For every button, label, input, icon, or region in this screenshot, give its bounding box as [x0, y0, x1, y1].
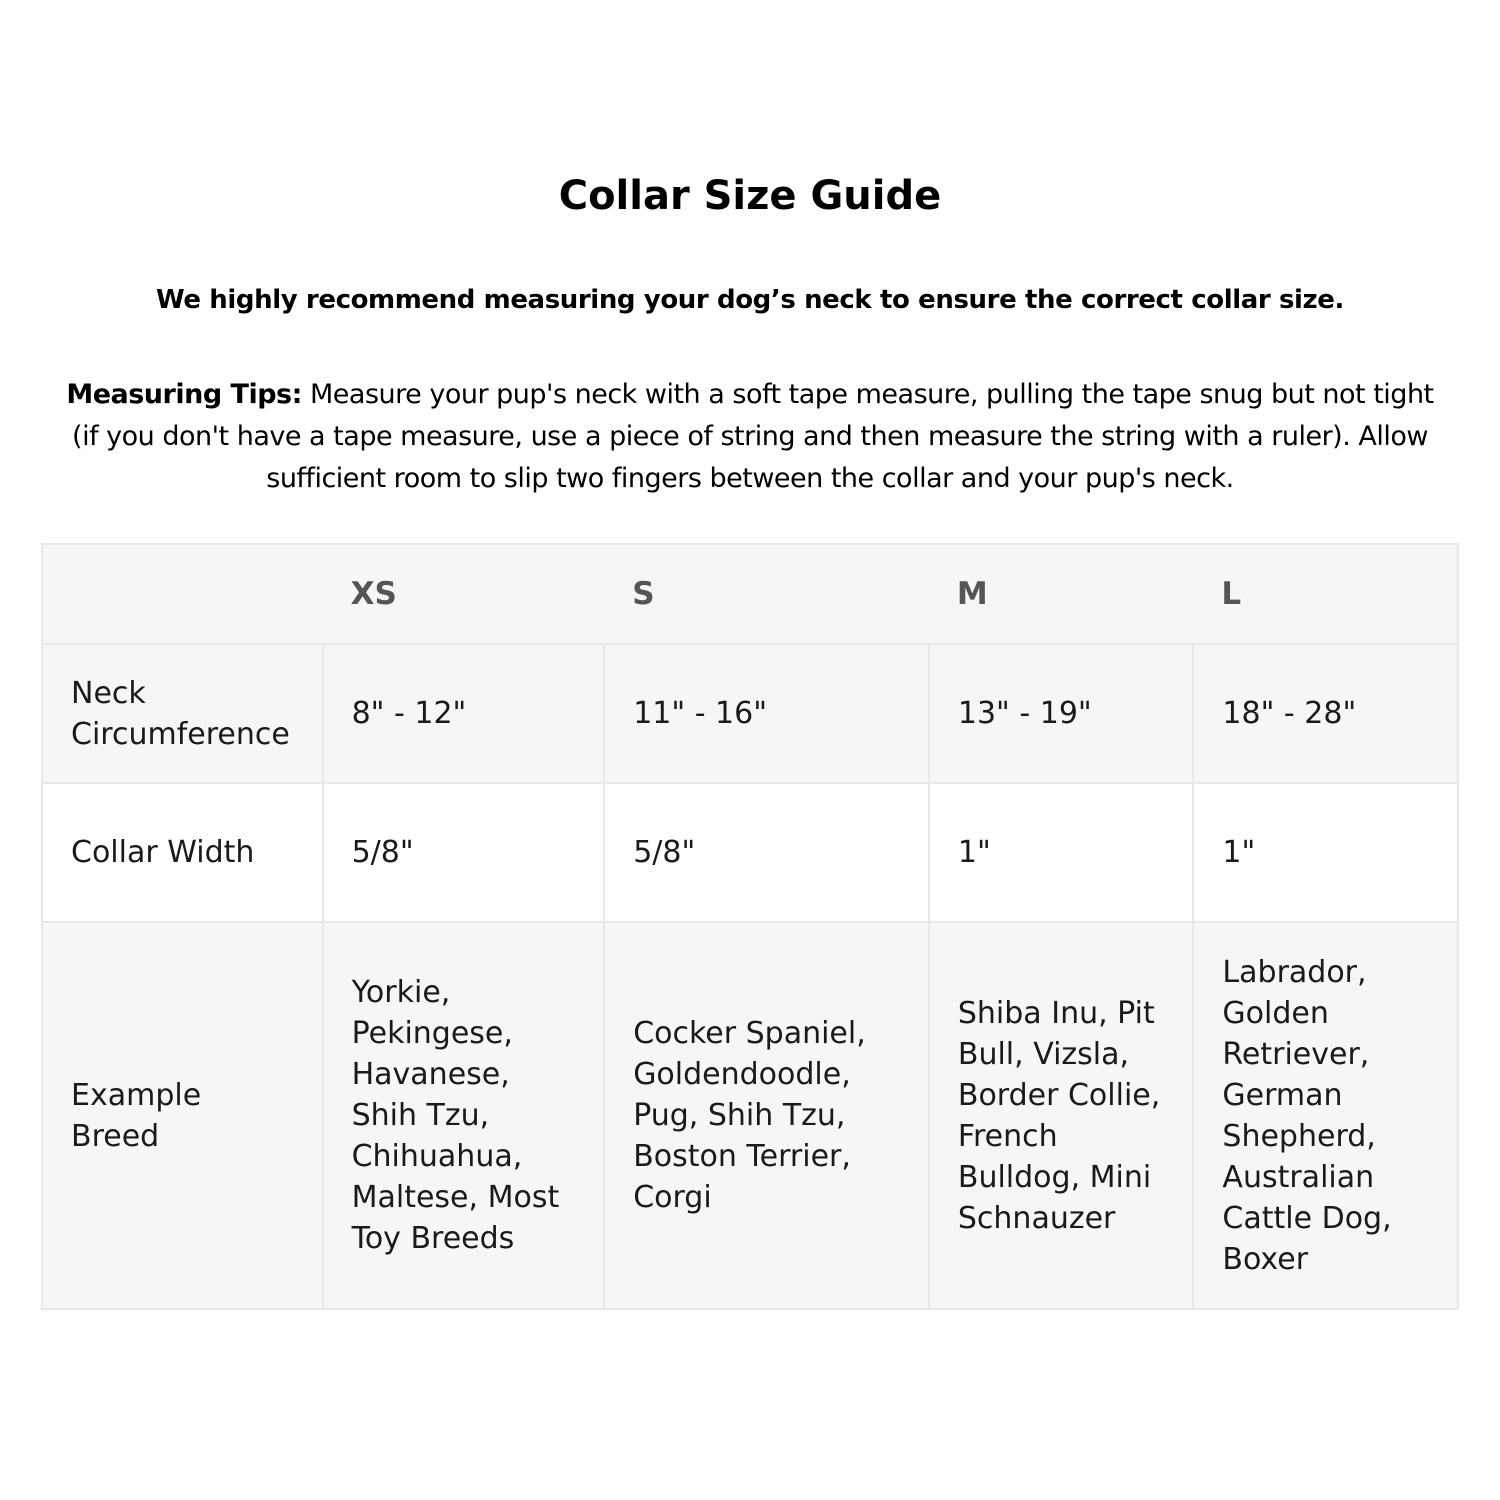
table-cell: 18" - 28" — [1193, 644, 1458, 783]
header-empty-cell — [42, 544, 323, 644]
recommendation-text: We highly recommend measuring your dog’s neck to ensure the correct collar size. — [156, 285, 1344, 315]
table-cell: 5/8" — [604, 783, 929, 922]
header-size-l: L — [1193, 544, 1458, 644]
table-cell: 11" - 16" — [604, 644, 929, 783]
table-cell: 8" - 12" — [323, 644, 605, 783]
table-cell: Labrador, Golden Retriever, German Shepherd, Australian Cattle Dog, Boxer — [1193, 922, 1458, 1309]
header-size-xs: XS — [323, 544, 605, 644]
measuring-tips-text: Measure your pup's neck with a soft tape measure, pulling the tape snug but not tight (if you don't have a tape measure, use a piece of string and then measure the string with a ruler). Allow sufficient room to slip two fingers between the collar and your pup's neck. — [72, 379, 1434, 494]
table-row-neck-circumference — [42, 644, 1458, 783]
table-row-example-breed — [42, 922, 1458, 1309]
table-cell: Shiba Inu, Pit Bull, Vizsla, Border Collie, French Bulldog, Mini Schnauzer — [929, 922, 1194, 1309]
table-row-collar-width — [42, 783, 1458, 922]
row-label: Collar Width — [42, 783, 323, 922]
row-label: Neck Circumference — [42, 644, 323, 783]
table-cell: Yorkie, Pekingese, Havanese, Shih Tzu, Chihuahua, Maltese, Most Toy Breeds — [323, 922, 605, 1309]
measuring-tips-label: Measuring Tips: — [66, 379, 302, 410]
size-table — [41, 543, 1459, 1310]
row-label: Example Breed — [42, 922, 323, 1309]
page-title: Collar Size Guide — [558, 173, 942, 219]
header-size-s: S — [604, 544, 929, 644]
table-cell: Cocker Spaniel, Goldendoodle, Pug, Shih Tzu, Boston Terrier, Corgi — [604, 922, 929, 1309]
header-size-m: M — [929, 544, 1194, 644]
table-cell: 1" — [1193, 783, 1458, 922]
measuring-tips — [50, 374, 1450, 500]
table-cell: 5/8" — [323, 783, 605, 922]
table-header-row — [42, 544, 1458, 644]
table-cell: 13" - 19" — [929, 644, 1194, 783]
table-cell: 1" — [929, 783, 1194, 922]
